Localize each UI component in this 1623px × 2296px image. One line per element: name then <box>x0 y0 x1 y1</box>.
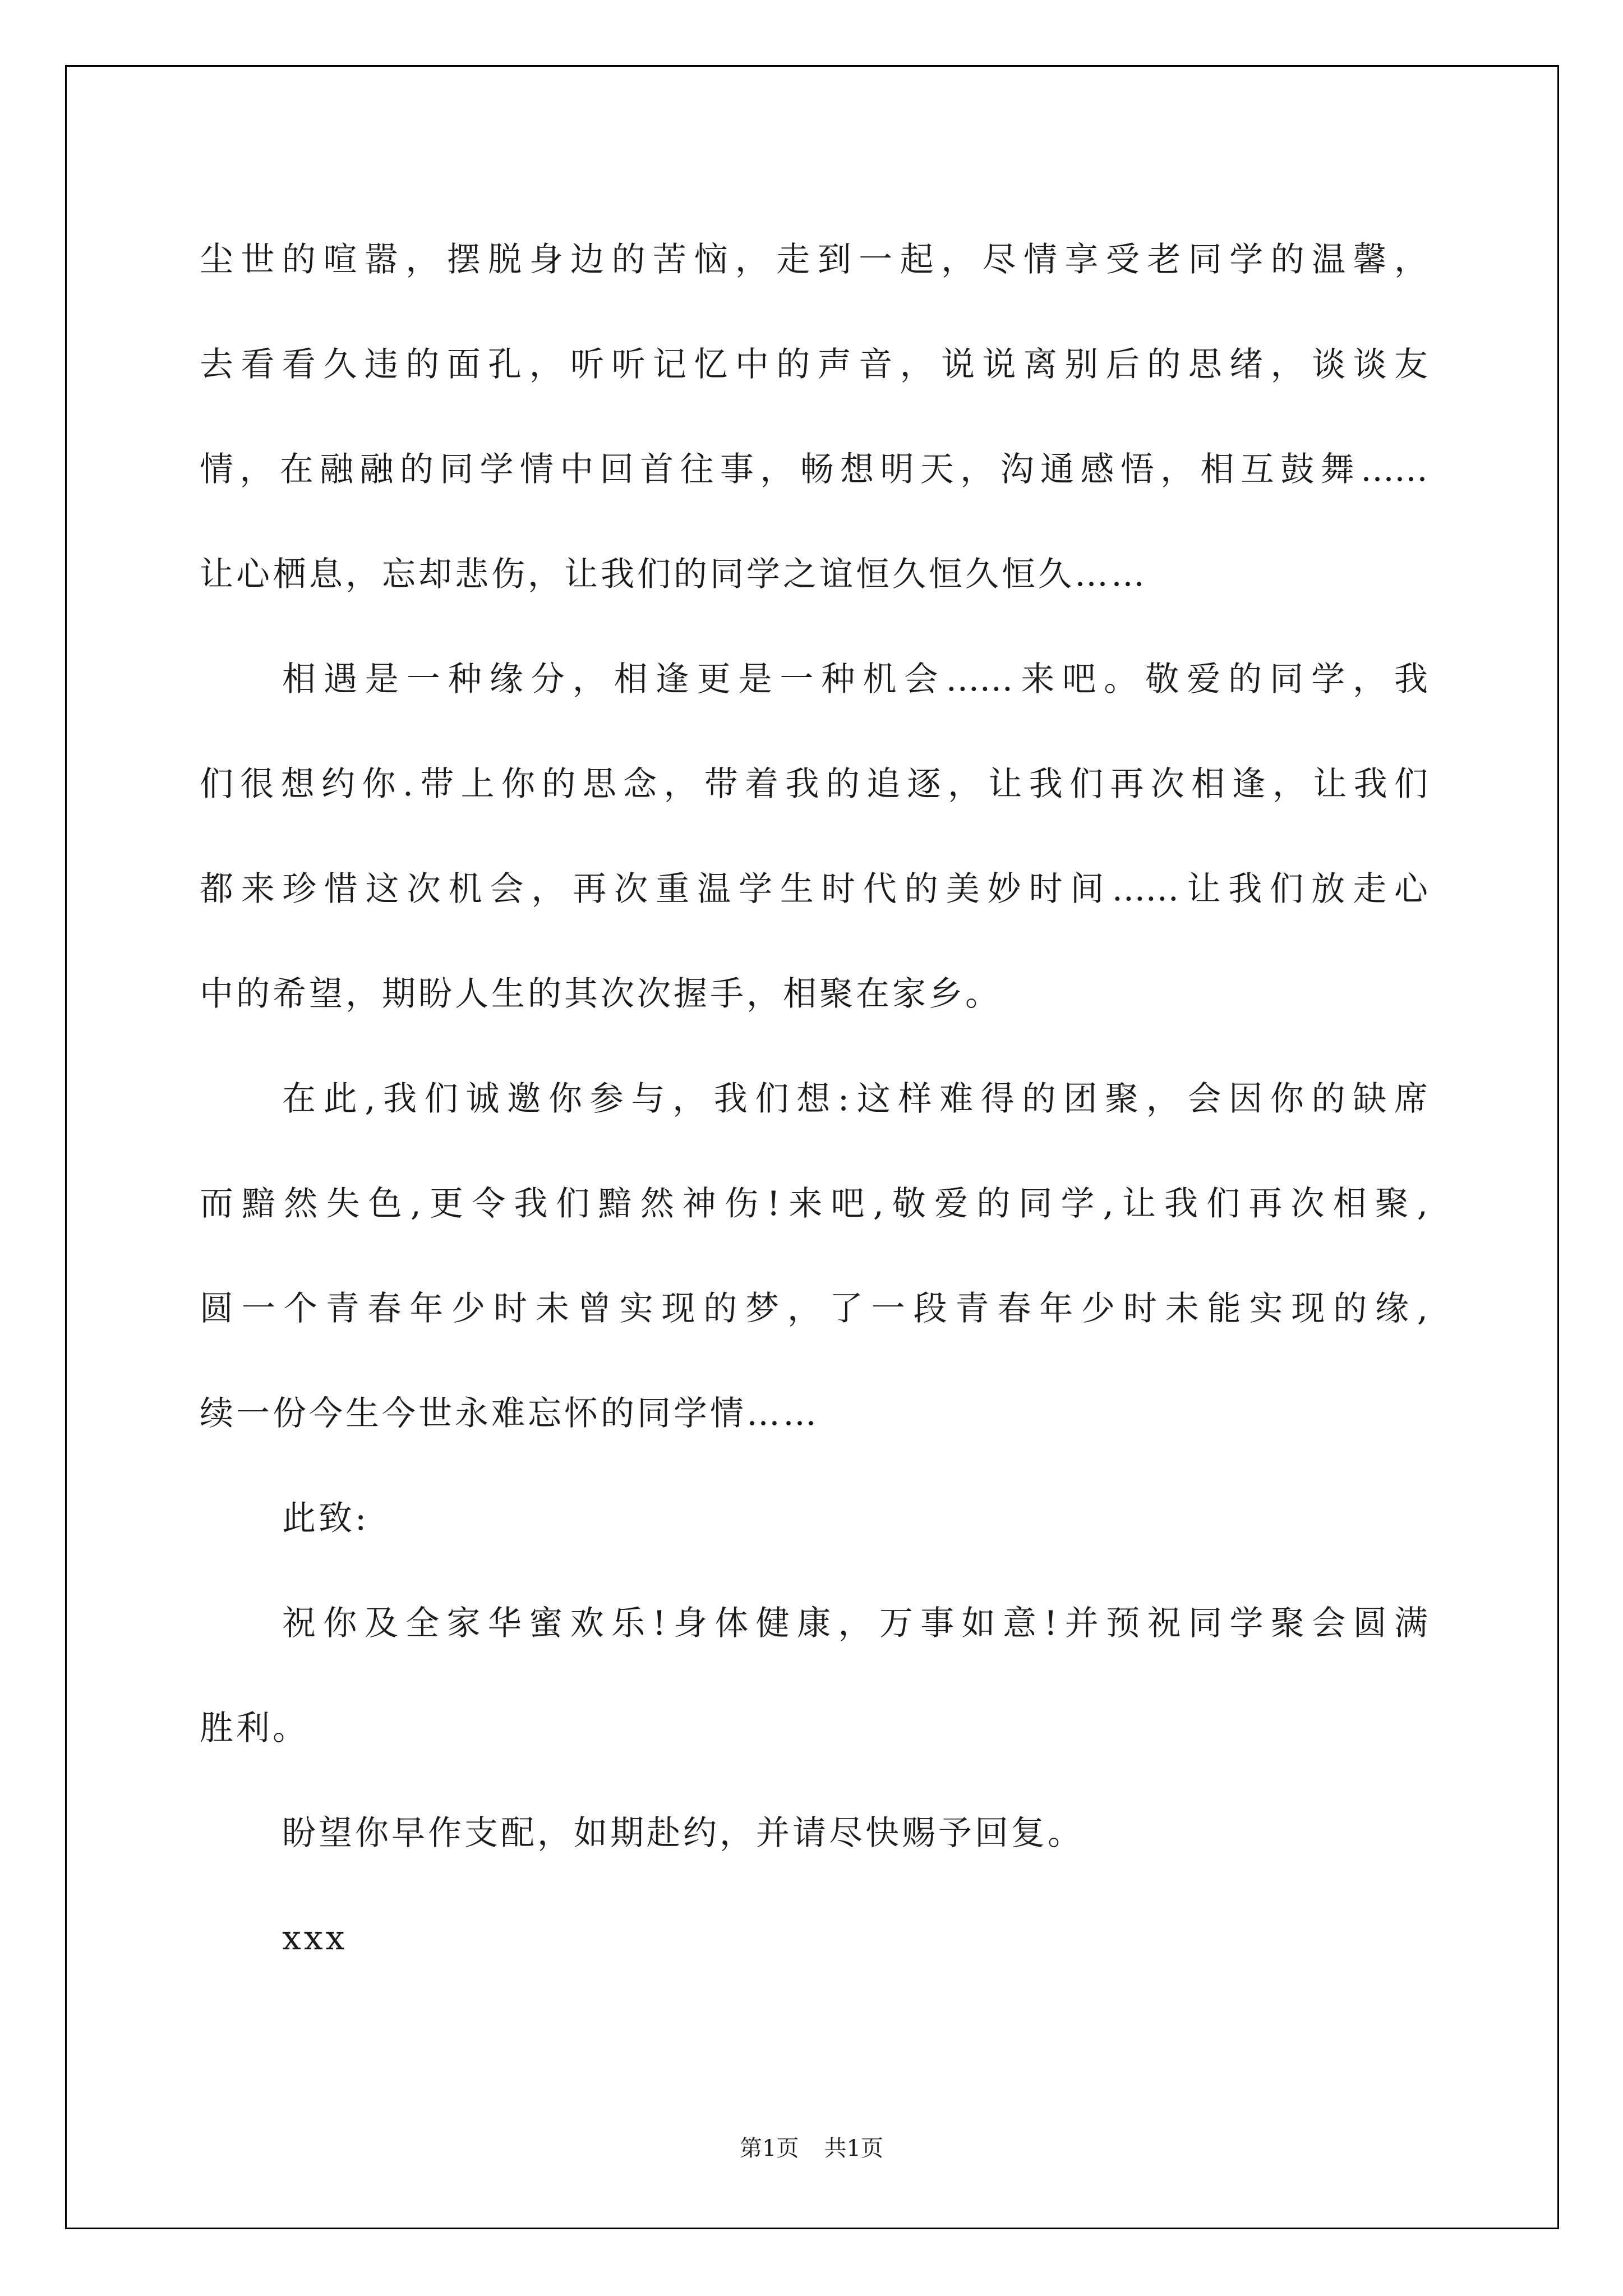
text-line: 而黯然失色,更令我们黯然神伤!来吧,敬爱的同学,让我们再次相聚, <box>200 1184 1428 1223</box>
salutation-line: 此致: <box>282 1499 370 1538</box>
text-line: 中的希望，期盼人生的其次次握手，相聚在家乡。 <box>200 974 1002 1014</box>
text-line: 们很想约你.带上你的思念，带着我的追逐，让我们再次相逢，让我们 <box>200 765 1428 804</box>
text-line: 胜利。 <box>200 1709 309 1748</box>
page-number: 第1页 <box>740 2136 799 2161</box>
paragraph-start-line: 祝你及全家华蜜欢乐!身体健康，万事如意!并预祝同学聚会圆满 <box>282 1604 1428 1643</box>
text-line: 圆一个青春年少时未曾实现的梦，了一段青春年少时未能实现的缘, <box>200 1289 1428 1328</box>
document-body <box>200 208 1428 1991</box>
paragraph-start-line: 相遇是一种缘分，相逢更是一种机会……来吧。敬爱的同学，我 <box>282 660 1428 699</box>
paragraph-start-line: 盼望你早作支配，如期赴约，并请尽快赐予回复。 <box>282 1814 1084 1853</box>
page-footer <box>0 2134 1623 2162</box>
text-line: 都来珍惜这次机会，再次重温学生时代的美妙时间……让我们放走心 <box>200 869 1428 909</box>
text-line: 情，在融融的同学情中回首往事，畅想明天，沟通感悟，相互鼓舞…… <box>200 450 1428 489</box>
page-total: 共1页 <box>824 2136 883 2161</box>
signature-line: xxx <box>282 1918 348 1958</box>
text-line: 续一份今生今世永难忘怀的同学情…… <box>200 1394 819 1433</box>
paragraph-start-line: 在此,我们诚邀你参与，我们想:这样难得的团聚，会因你的缺席 <box>282 1079 1428 1119</box>
text-line: 去看看久违的面孔，听听记忆中的声音，说说离别后的思绪，谈谈友 <box>200 345 1428 384</box>
text-line: 让心栖息，忘却悲伤，让我们的同学之谊恒久恒久恒久…… <box>200 555 1147 594</box>
text-line: 尘世的喧嚣，摆脱身边的苦恼，走到一起，尽情享受老同学的温馨， <box>200 240 1428 279</box>
